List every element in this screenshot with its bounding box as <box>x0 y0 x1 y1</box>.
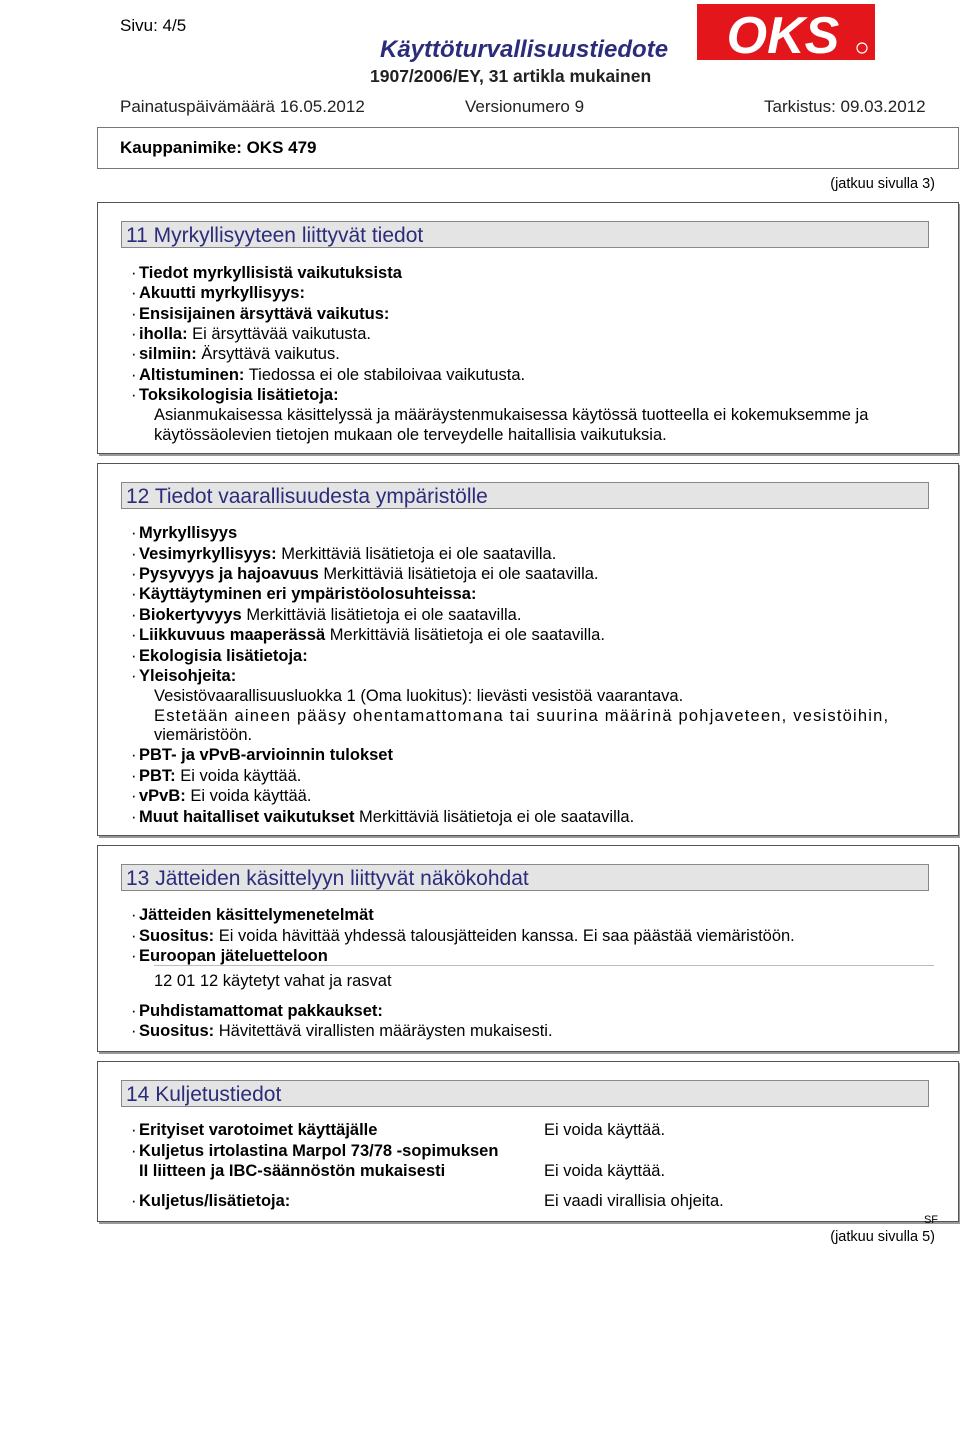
list-item-value: Ei voida käyttää. <box>544 1121 666 1139</box>
list-item: · Toksikologisia lisätietoja: <box>131 386 339 404</box>
version-number: Versionumero 9 <box>465 97 585 116</box>
list-item: · iholla: Ei ärsyttävää vaikutusta. <box>131 325 372 343</box>
divider <box>154 965 934 966</box>
list-item: · Käyttäytyminen eri ympäristöolosuhteissa: <box>131 585 477 603</box>
paragraph-line: käytössäolevien tietojen mukaan ole terveydelle haitallisia vaikutuksia. <box>154 426 667 444</box>
section-13 <box>97 845 959 1052</box>
section-11-heading: 11 Myrkyllisyyteen liittyvät tiedot <box>121 221 929 248</box>
list-item: · Jätteiden käsittelymenetelmät <box>131 906 374 924</box>
list-item: · Biokertyvyys Merkittäviä lisätietoja ei ole saatavilla. <box>131 606 522 624</box>
list-item: · Ekologisia lisätietoja: <box>131 647 308 665</box>
list-item: · Suositus: Ei voida hävittää yhdessä talousjätteiden kanssa. Ei saa päästää viemäristöön. <box>131 927 795 945</box>
list-item: · silmiin: Ärsyttävä vaikutus. <box>131 345 340 363</box>
page-number: Sivu: 4/5 <box>120 16 187 35</box>
continued-from: (jatkuu sivulla 3) <box>830 176 935 192</box>
list-item: · Kuljetus/lisätietoja: <box>131 1192 291 1210</box>
section-12-heading: 12 Tiedot vaarallisuudesta ympäristölle <box>121 482 929 509</box>
waste-code: 12 01 12 käytetyt vahat ja rasvat <box>154 972 392 990</box>
oks-logo <box>697 4 875 60</box>
logo-text: OKS <box>726 7 840 60</box>
paragraph-line: Asianmukaisessa käsittelyssä ja määräystenmukaisessa käytössä tuotteella ei kokemuksemme ja <box>154 406 869 424</box>
section-12 <box>97 463 959 836</box>
list-item: · Tiedot myrkyllisistä vaikutuksista <box>131 264 402 282</box>
list-item: · Ensisijainen ärsyttävä vaikutus: <box>131 305 390 323</box>
section-13-heading: 13 Jätteiden käsittelyyn liittyvät näkökohdat <box>121 864 929 891</box>
trade-name-box <box>97 127 959 169</box>
section-14 <box>97 1061 959 1222</box>
document-meta <box>120 97 935 119</box>
list-item: · PBT: Ei voida käyttää. <box>131 767 302 785</box>
list-item: · PBT- ja vPvB-arvioinnin tulokset <box>131 746 393 764</box>
paragraph-line: Estetään aineen pääsy ohentamattomana tai suurina määrinä pohjaveteen, vesistöihin, <box>154 707 890 725</box>
list-item-continued: II liitteen ja IBC-säännöstön mukaisesti <box>139 1162 446 1180</box>
document-title: Käyttöturvallisuustiedote <box>380 36 669 63</box>
list-item: · Suositus: Hävitettävä virallisten määräysten mukaisesti. <box>131 1022 553 1040</box>
list-item: · Altistuminen: Tiedossa ei ole stabiloivaa vaikutusta. <box>131 366 526 384</box>
print-date: Painatuspäivämäärä 16.05.2012 <box>120 97 365 116</box>
list-item: · Pysyvyys ja hajoavuus Merkittäviä lisätietoja ei ole saatavilla. <box>131 565 599 583</box>
list-item: · Yleisohjeita: <box>131 667 237 685</box>
paragraph-line: Vesistövaarallisuusluokka 1 (Oma luokitus): lievästi vesistöä vaarantava. <box>154 687 684 705</box>
list-item: · Muut haitalliset vaikutukset Merkittäviä lisätietoja ei ole saatavilla. <box>131 808 635 826</box>
language-code: SF <box>923 1214 938 1226</box>
revision-date: Tarkistus: 09.03.2012 <box>764 97 926 116</box>
list-item-value: Ei vaadi virallisia ohjeita. <box>544 1192 724 1210</box>
list-item: · Kuljetus irtolastina Marpol 73/78 -sopimuksen <box>131 1142 499 1160</box>
list-item: · Euroopan jäteluetteloon <box>131 947 328 965</box>
section-14-heading: 14 Kuljetustiedot <box>121 1080 929 1107</box>
list-item: · Erityiset varotoimet käyttäjälle <box>131 1121 378 1139</box>
list-item-value: Ei voida käyttää. <box>544 1162 666 1180</box>
trade-name: Kauppanimike: OKS 479 <box>120 138 317 157</box>
continued-to: (jatkuu sivulla 5) <box>830 1229 935 1245</box>
paragraph-line: viemäristöön. <box>154 726 253 744</box>
list-item: · vPvB: Ei voida käyttää. <box>131 787 312 805</box>
document-subtitle: 1907/2006/EY, 31 artikla mukainen <box>370 66 652 86</box>
list-item: · Myrkyllisyys <box>131 524 238 542</box>
list-item: · Akuutti myrkyllisyys: <box>131 284 305 302</box>
list-item: · Vesimyrkyllisyys: Merkittäviä lisätietoja ei ole saatavilla. <box>131 545 557 563</box>
list-item: · Puhdistamattomat pakkaukset: <box>131 1002 383 1020</box>
section-11 <box>97 202 959 454</box>
list-item: · Liikkuvuus maaperässä Merkittäviä lisätietoja ei ole saatavilla. <box>131 626 605 644</box>
